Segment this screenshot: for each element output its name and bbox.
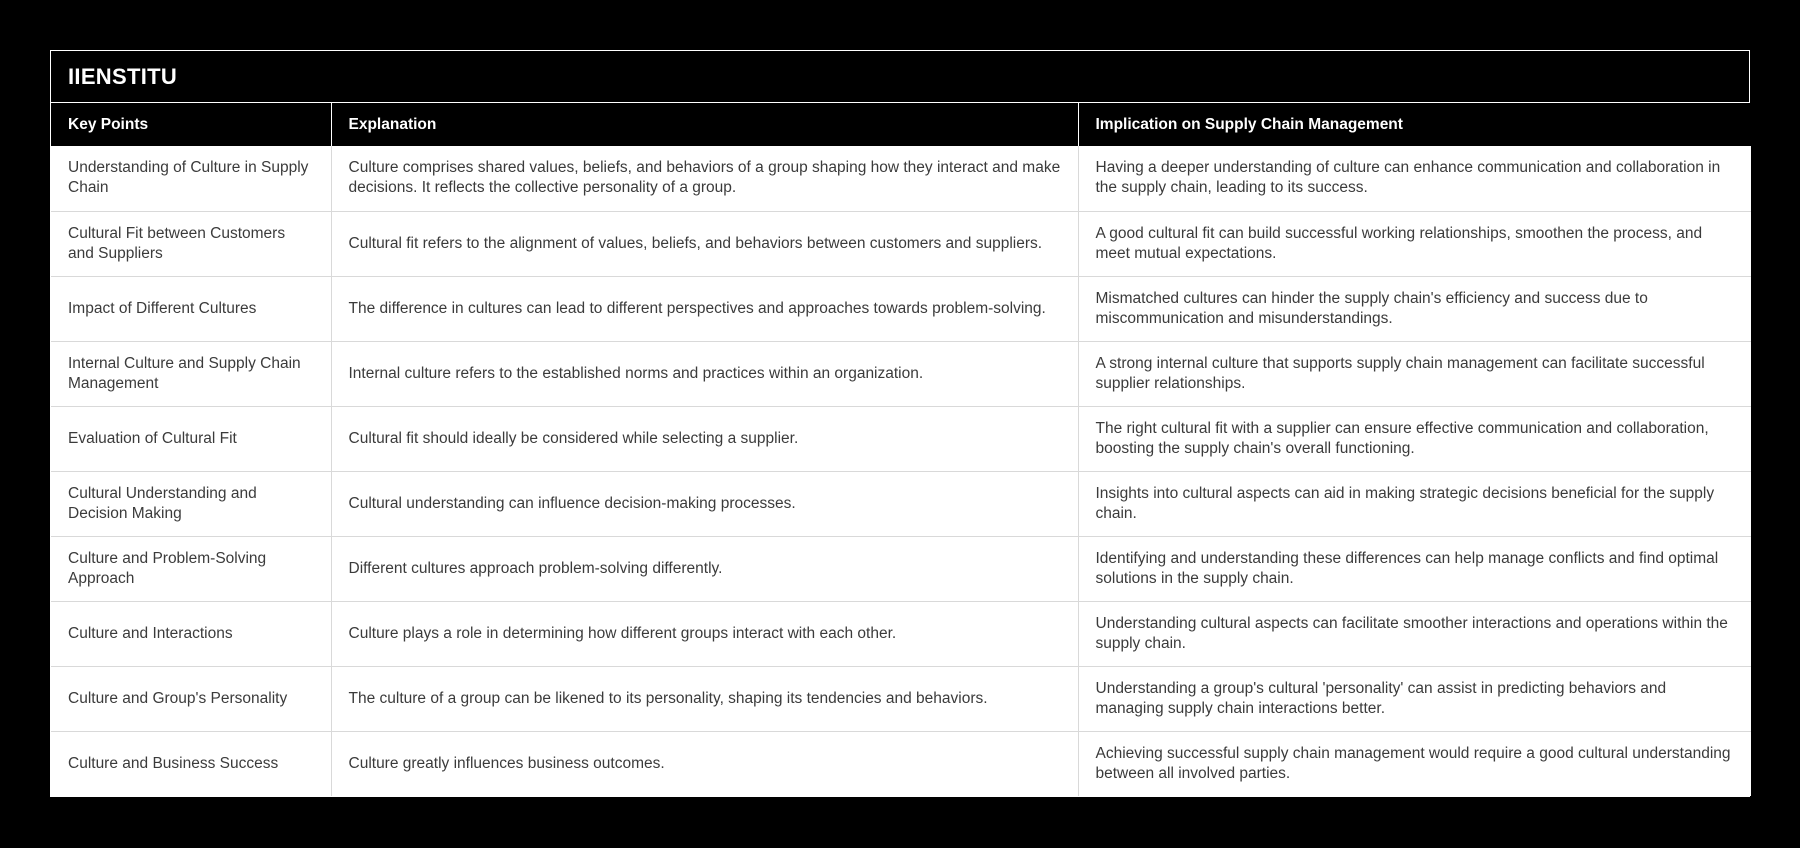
table-row (51, 146, 1751, 211)
key-point-cell: Culture and Business Success (51, 731, 331, 796)
key-point-cell: Culture and Problem-Solving Approach (51, 536, 331, 601)
implication-cell: The right cultural fit with a supplier can ensure effective communication and collaboration, boosting the supply chain's overall functioning. (1078, 406, 1751, 471)
explanation-cell: The culture of a group can be likened to its personality, shaping its tendencies and behaviors. (331, 666, 1078, 731)
column-header-key-points: Key Points (51, 103, 331, 146)
explanation-cell: Different cultures approach problem-solving differently. (331, 536, 1078, 601)
key-point-cell: Culture and Interactions (51, 601, 331, 666)
table-header-row (51, 103, 1751, 146)
explanation-cell: Internal culture refers to the established norms and practices within an organization. (331, 341, 1078, 406)
key-point-cell: Internal Culture and Supply Chain Management (51, 341, 331, 406)
explanation-cell: Culture greatly influences business outcomes. (331, 731, 1078, 796)
implication-cell: Understanding a group's cultural 'personality' can assist in predicting behaviors and managing supply chain interactions better. (1078, 666, 1751, 731)
explanation-cell: Culture plays a role in determining how different groups interact with each other. (331, 601, 1078, 666)
implication-cell: Achieving successful supply chain management would require a good cultural understanding between all involved parties. (1078, 731, 1751, 796)
key-point-cell: Evaluation of Cultural Fit (51, 406, 331, 471)
table-title-bar (51, 51, 1749, 103)
implication-cell: A good cultural fit can build successful working relationships, smoothen the process, and meet mutual expectations. (1078, 211, 1751, 276)
key-points-table (51, 103, 1751, 796)
implication-cell: Having a deeper understanding of culture can enhance communication and collaboration in the supply chain, leading to its success. (1078, 146, 1751, 211)
table-card (50, 50, 1750, 797)
brand-title: IIENSTITU (68, 63, 178, 89)
table-row (51, 211, 1751, 276)
implication-cell: A strong internal culture that supports supply chain management can facilitate successful supplier relationships. (1078, 341, 1751, 406)
table-row (51, 536, 1751, 601)
implication-cell: Mismatched cultures can hinder the supply chain's efficiency and success due to miscommunication and misunderstandings. (1078, 276, 1751, 341)
table-row (51, 406, 1751, 471)
column-header-explanation: Explanation (331, 103, 1078, 146)
implication-cell: Identifying and understanding these differences can help manage conflicts and find optimal solutions in the supply chain. (1078, 536, 1751, 601)
key-point-cell: Culture and Group's Personality (51, 666, 331, 731)
key-point-cell: Understanding of Culture in Supply Chain (68, 159, 309, 197)
implication-cell: Understanding cultural aspects can facilitate smoother interactions and operations within the supply chain. (1078, 601, 1751, 666)
table-row (51, 276, 1751, 341)
implication-cell: Insights into cultural aspects can aid in making strategic decisions beneficial for the supply chain. (1078, 471, 1751, 536)
explanation-cell: Culture comprises shared values, beliefs, and behaviors of a group shaping how they interact and make decisions. It reflects the collective personality of a group. (331, 146, 1078, 211)
table-row (51, 601, 1751, 666)
explanation-cell: The difference in cultures can lead to different perspectives and approaches towards problem-solving. (331, 276, 1078, 341)
key-point-cell: Impact of Different Cultures (51, 276, 331, 341)
explanation-cell: Cultural fit refers to the alignment of values, beliefs, and behaviors between customers and suppliers. (331, 211, 1078, 276)
key-point-cell: Cultural Understanding and Decision Making (51, 471, 331, 536)
table-row (51, 666, 1751, 731)
key-point-cell: Cultural Fit between Customers and Suppliers (51, 211, 331, 276)
column-header-implication: Implication on Supply Chain Management (1078, 103, 1751, 146)
table-row (51, 471, 1751, 536)
table-row (51, 341, 1751, 406)
explanation-cell: Cultural fit should ideally be considered while selecting a supplier. (331, 406, 1078, 471)
table-row (51, 731, 1751, 796)
explanation-cell: Cultural understanding can influence decision-making processes. (331, 471, 1078, 536)
